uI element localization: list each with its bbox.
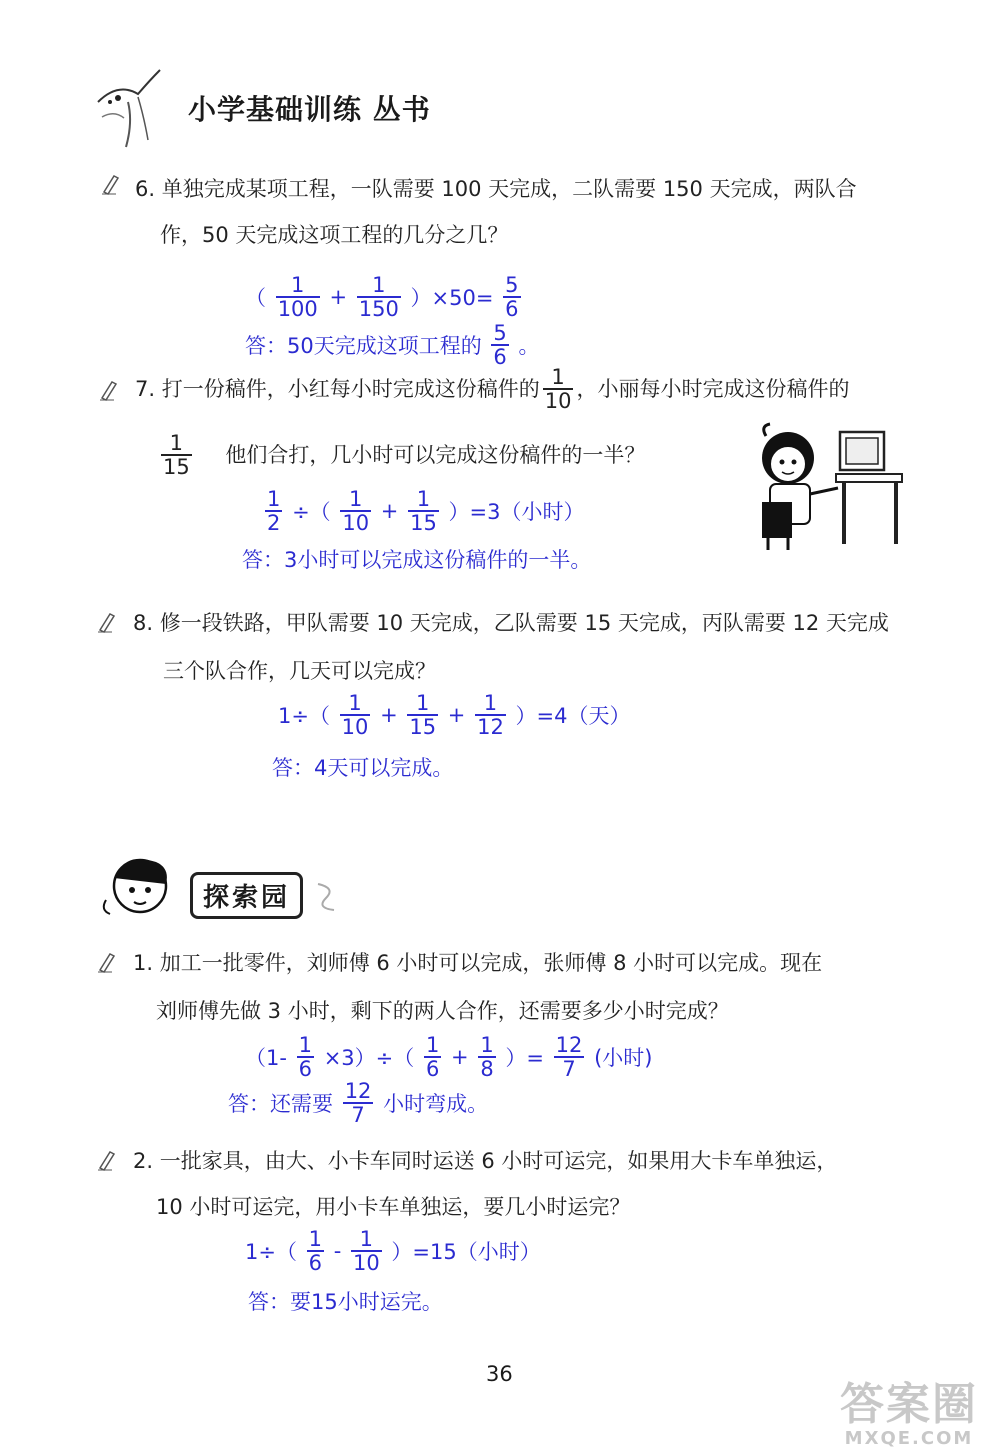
- fraction: $\frac{12}{7}$: [555, 1033, 583, 1082]
- problem-8-text-line1: 8. 修一段铁路，甲队需要 10 天完成，乙队需要 15 天完成，丙队需要 12 天完成: [133, 611, 889, 635]
- problem-6-answer: 答：50天完成这项工程的 $\frac{5}{6}$ 。: [245, 321, 540, 370]
- explore-2-equation: 1÷（ $\frac{1}{6}$ - $\frac{1}{10}$ ）=15（小时）: [245, 1227, 541, 1276]
- fraction: $\frac{1}{6}$: [425, 1033, 440, 1082]
- problem-7-text-line2: $\frac{1}{15}$ 他们合打，几小时可以完成这份稿件的一半？: [163, 431, 646, 480]
- problem-8-text-line2: 三个队合作，几天可以完成？: [163, 659, 436, 683]
- fraction: $\frac{1}{150}$: [358, 273, 399, 322]
- fraction: $\frac{1}{6}$: [308, 1227, 323, 1276]
- fraction: $\frac{1}{10}$: [342, 487, 370, 536]
- explore-2-text-line2: 10 小时可运完，用小卡车单独运，要几小时运完？: [156, 1195, 631, 1219]
- pencil-icon: [100, 172, 130, 196]
- problem-7-text-line1: 7. 打一份稿件，小红每小时完成这份稿件的 $\frac{1}{10}$ ，小丽每小时完成这份稿件的: [135, 365, 850, 414]
- section-mascot: [96, 848, 186, 920]
- watermark-logo: 答案圈: [840, 1379, 978, 1430]
- fraction: $\frac{1}{6}$: [298, 1033, 313, 1082]
- fraction: $\frac{1}{100}$: [277, 273, 318, 322]
- explore-2-answer: 答：要15小时运完。: [248, 1290, 443, 1314]
- page-number: 36: [486, 1362, 513, 1386]
- fraction: $\frac{1}{15}$: [163, 431, 190, 480]
- fraction: $\frac{12}{7}$: [344, 1079, 372, 1128]
- header-mascot: [88, 62, 178, 157]
- watermark-site: MXQE.COM: [844, 1428, 974, 1449]
- fraction: $\frac{1}{8}$: [480, 1033, 494, 1082]
- fraction: $\frac{1}{2}$: [267, 487, 281, 536]
- pencil-icon: [96, 610, 126, 634]
- problem-6-equation: （ $\frac{1}{100}$ + $\frac{1}{150}$ ）×50= $\frac{5}{6}$: [245, 273, 519, 322]
- problem-7-answer: 答：3小时可以完成这份稿件的一半。: [242, 548, 592, 572]
- explore-1-text-line2: 刘师傅先做 3 小时，剩下的两人合作，还需要多少小时完成？: [156, 999, 729, 1023]
- section-title: 探索园: [190, 872, 303, 919]
- explore-1-text-line1: 1. 加工一批零件，刘师傅 6 小时可以完成，张师傅 8 小时可以完成。现在: [133, 951, 823, 975]
- girl-at-computer-illustration: [748, 418, 910, 553]
- fraction: $\frac{1}{10}$: [341, 691, 369, 740]
- explore-1-answer: 答：还需要 $\frac{12}{7}$ 小时弯成。: [228, 1079, 489, 1128]
- explore-2-text-line1: 2. 一批家具，由大、小卡车同时运送 6 小时可运完，如果用大卡车单独运，: [133, 1149, 838, 1173]
- fraction: $\frac{5}{6}$: [493, 321, 507, 370]
- fraction: $\frac{1}{15}$: [409, 691, 437, 740]
- pencil-icon: [96, 950, 126, 974]
- fraction: $\frac{1}{15}$: [410, 487, 437, 536]
- decorative-swirl: [312, 878, 342, 914]
- problem-6-text-line1: 6. 单独完成某项工程，一队需要 100 天完成，二队需要 150 天完成，两队合: [135, 177, 857, 201]
- problem-7-equation: $\frac{1}{2}$ ÷（ $\frac{1}{10}$ + $\frac{1}{15}$ ）=3（小时）: [267, 487, 585, 536]
- problem-8-equation: 1÷（ $\frac{1}{10}$ + $\frac{1}{15}$ + $\frac{1}{12}$ ）=4（天）: [278, 691, 631, 740]
- fraction: $\frac{1}{12}$: [477, 691, 504, 740]
- pencil-icon: [96, 1148, 126, 1172]
- series-title: 小学基础训练 丛书: [188, 93, 431, 126]
- explore-1-equation: （1- $\frac{1}{6}$ ×3）÷（ $\frac{1}{6}$ + $\frac{1}{8}$ ）= $\frac{12}{7}$ (小时): [245, 1033, 653, 1082]
- problem-6-text-line2: 作，50 天完成这项工程的几分之几？: [160, 223, 509, 247]
- pencil-icon: [98, 378, 128, 402]
- fraction: $\frac{1}{10}$: [352, 1227, 380, 1276]
- fraction: $\frac{1}{10}$: [544, 365, 572, 414]
- problem-8-answer: 答：4天可以完成。: [272, 756, 454, 780]
- fraction: $\frac{5}{6}$: [505, 273, 519, 322]
